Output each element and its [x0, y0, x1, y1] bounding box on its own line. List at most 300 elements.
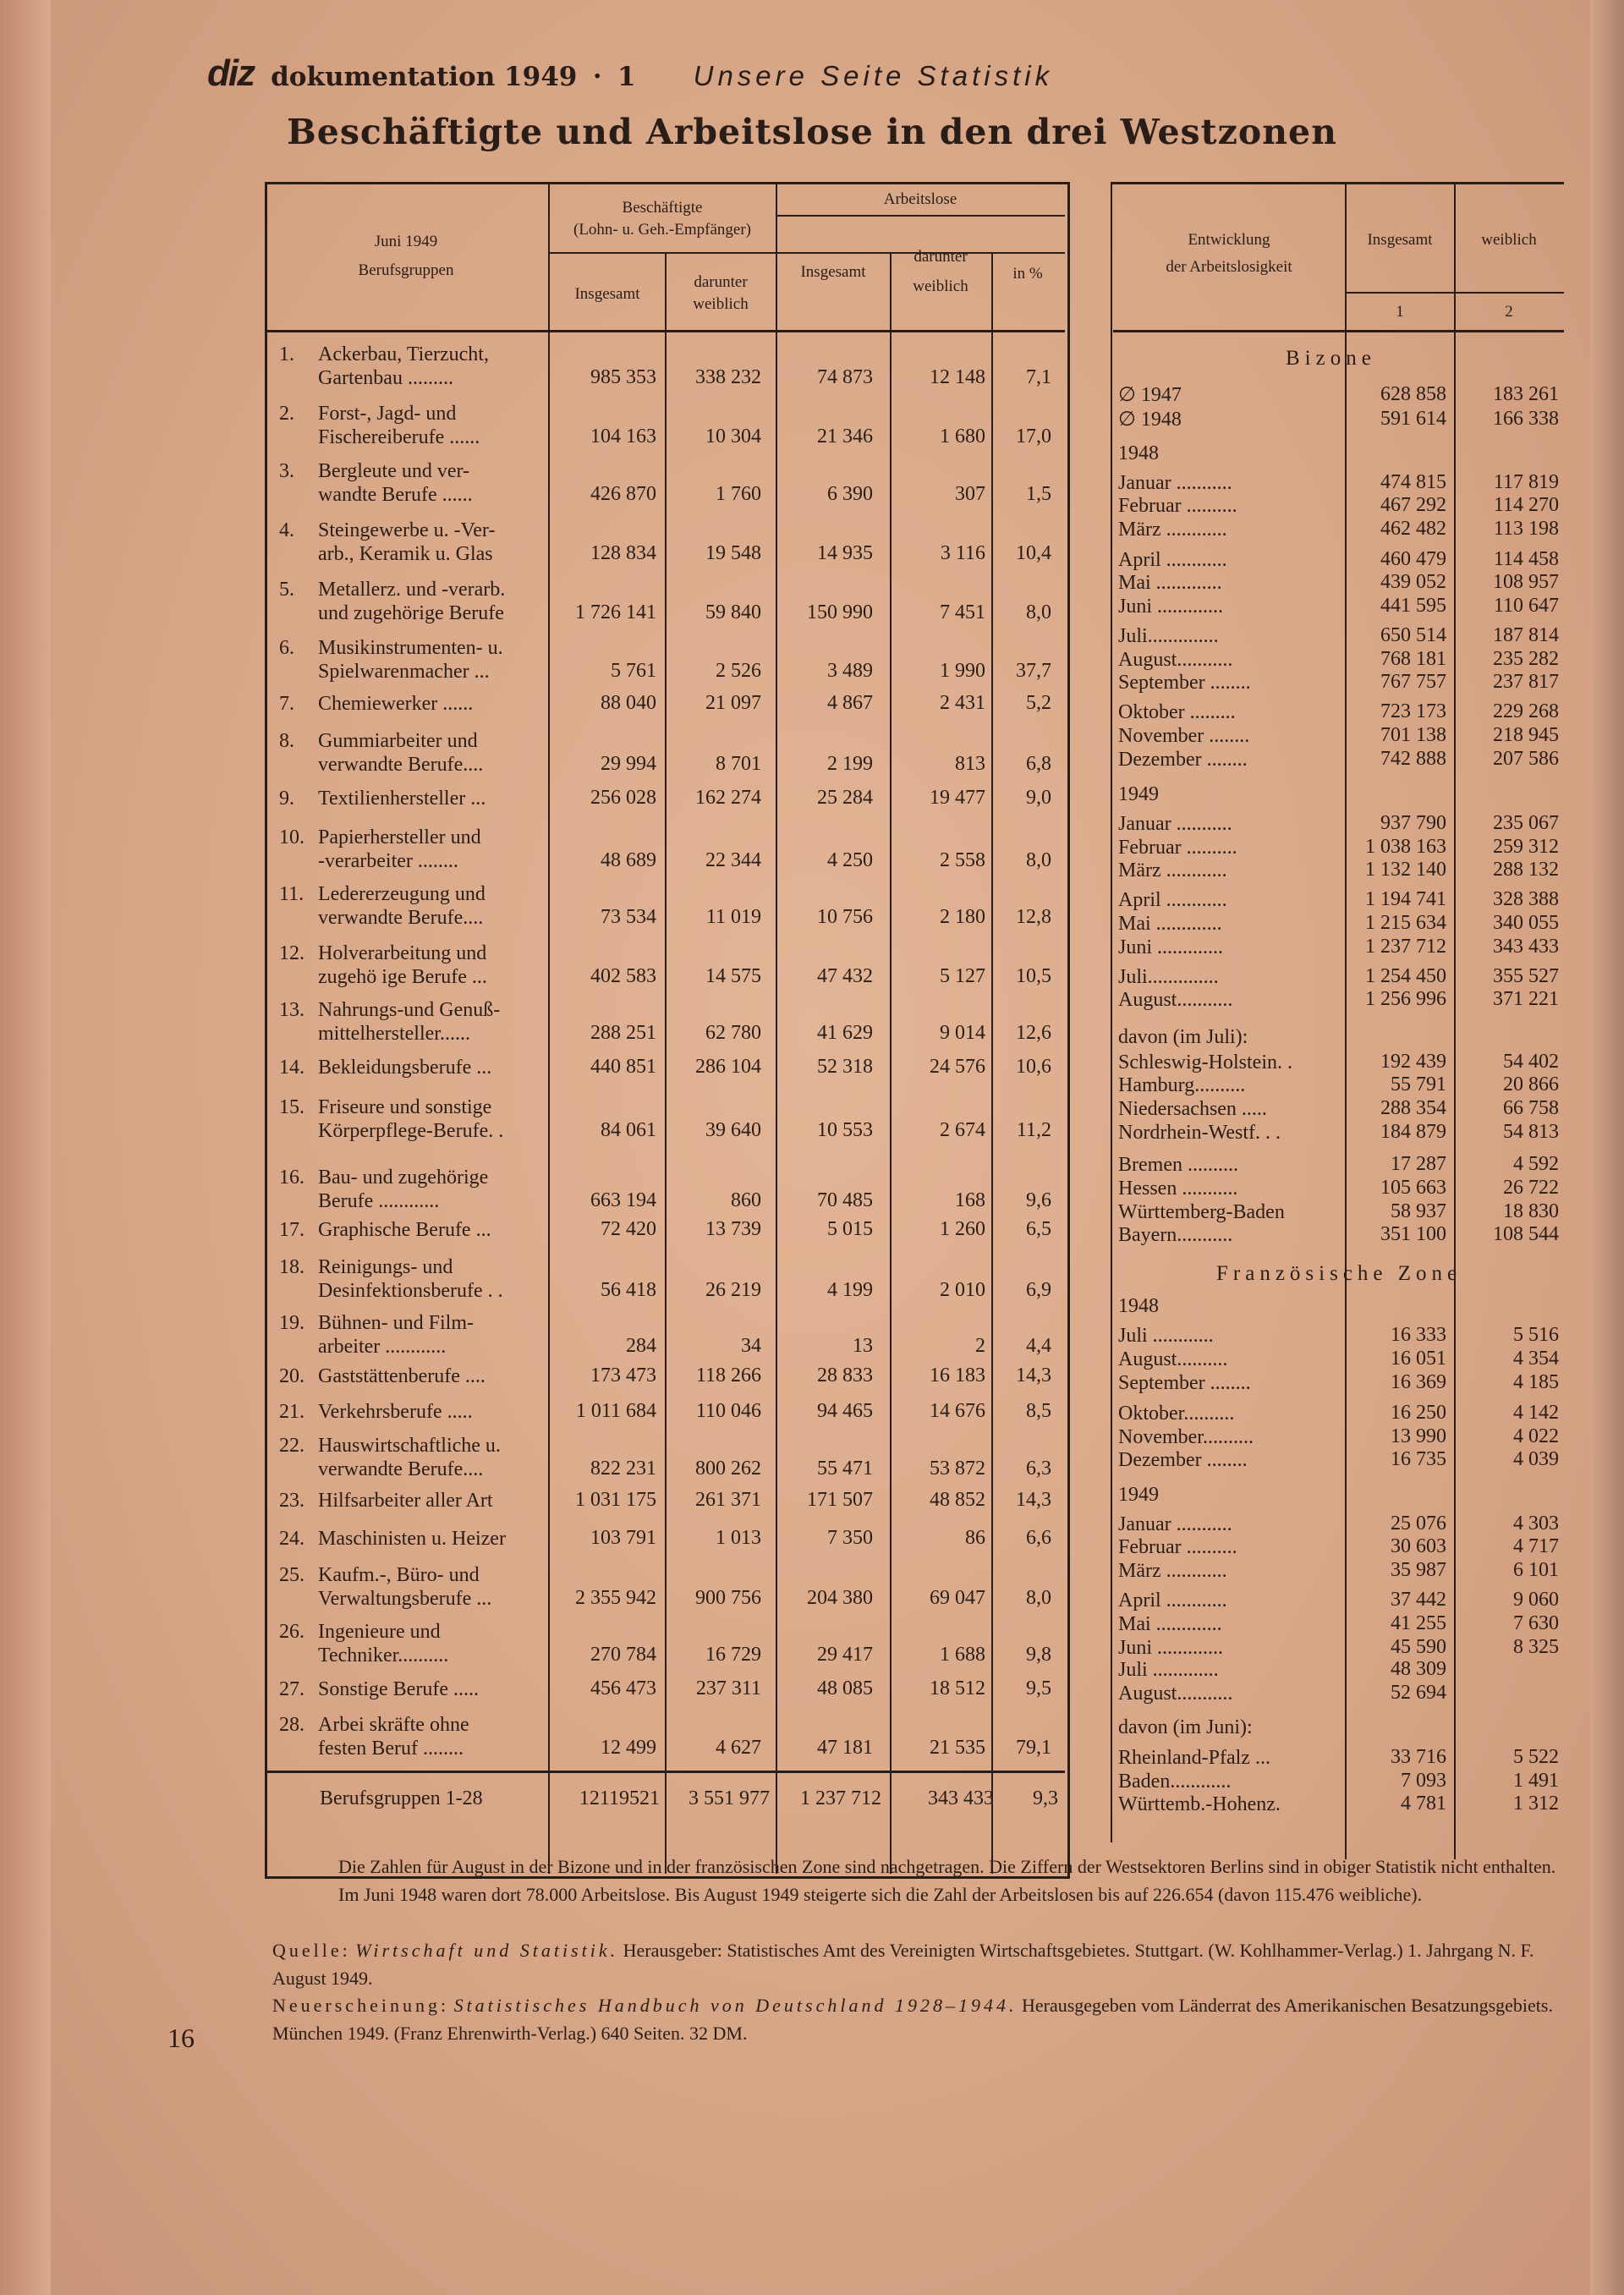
unemployed-female: 20 866 [1503, 1073, 1559, 1095]
period-label: Januar ........... [1118, 472, 1232, 494]
unemployed-female: 2 010 [940, 1279, 985, 1301]
right-head-1: Entwicklung [1188, 231, 1270, 249]
unemployed-female: 1 491 [1513, 1770, 1559, 1792]
unemployed-female: 288 132 [1493, 859, 1559, 881]
unemployed-female: 5 522 [1513, 1746, 1559, 1768]
row-number: 3. [279, 460, 294, 482]
unemployed-female: 166 338 [1493, 408, 1559, 430]
unemployed-female: 235 067 [1493, 812, 1559, 834]
unemployed-total: 937 790 [1380, 812, 1446, 834]
occupation-label: Gummiarbeiter und [318, 730, 478, 752]
footnote-paragraph: Die Zahlen für August in der Bizone und in der französischen Zone sind nachgetragen. Die Ziffern der Westsektoren Berlins sind in obiger Statistik nicht enthalten. Im Juni 1948 waren dort 78.000 Arbeitslose. Bis August 1949 steigerte sich die Zahl der Arbeitslosen bis auf 226.654 (davon 115.476 weibliche). [338, 1856, 1556, 1905]
employed-female: 59 840 [705, 601, 761, 623]
period-label: August........... [1118, 989, 1233, 1011]
total-percent: 9,3 [1033, 1787, 1058, 1809]
col-employed-total: Insgesamt [574, 285, 640, 303]
unemployed-total: 6 390 [827, 483, 873, 505]
employed-female: 62 780 [705, 1022, 761, 1044]
employed-total: 284 [626, 1335, 656, 1357]
period-heading: 1948 [1118, 442, 1159, 464]
unemployed-total: 41 255 [1391, 1612, 1446, 1634]
unemployed-female: 53 872 [930, 1458, 985, 1480]
period-label: Juli.............. [1118, 625, 1219, 647]
col-head-month: Juni 1949 [374, 233, 438, 250]
period-label: Juni ............. [1118, 596, 1224, 618]
unemployed-total: 33 716 [1391, 1746, 1446, 1768]
page-number: 16 [167, 2023, 195, 2053]
unemployed-percent: 9,6 [1026, 1189, 1051, 1211]
unemployed-female: 4 592 [1513, 1153, 1559, 1175]
unemployed-female: 5 127 [940, 965, 985, 987]
unemployed-percent: 6,3 [1026, 1458, 1051, 1480]
unemployed-total: 7 350 [827, 1527, 873, 1549]
unemployed-percent: 8,0 [1026, 849, 1051, 871]
employed-female: 26 219 [705, 1279, 761, 1301]
employed-female: 162 274 [695, 787, 761, 809]
employed-female: 16 729 [705, 1644, 761, 1666]
employed-total: 402 583 [590, 965, 656, 987]
unemployed-female: 108 957 [1493, 571, 1559, 593]
occupation-label: Musikinstrumenten- u. [318, 637, 503, 659]
col-employed-female: darunter [694, 273, 748, 291]
employed-female: 13 739 [705, 1218, 761, 1240]
unemployed-total: 467 292 [1380, 494, 1446, 516]
unemployed-female: 18 512 [930, 1677, 985, 1699]
unemployed-female: 235 282 [1493, 648, 1559, 670]
unemployed-female: 4 039 [1513, 1448, 1559, 1470]
employed-total: 5 761 [611, 660, 656, 682]
occupation-label-2: Spielwarenmacher ... [318, 661, 490, 683]
unemployed-total: 1 132 140 [1365, 859, 1446, 881]
period-label: Februar .......... [1118, 495, 1237, 517]
occupation-label: Forst-, Jagd- und [318, 403, 457, 425]
period-label: Niedersachsen ..... [1118, 1098, 1267, 1120]
unemployed-female: 355 527 [1493, 965, 1559, 987]
row-number: 20. [279, 1365, 304, 1387]
unemployed-female: 12 148 [930, 366, 985, 388]
employed-total: 29 994 [601, 753, 656, 775]
unemployed-total: 35 987 [1391, 1559, 1446, 1581]
employed-total: 48 689 [601, 849, 656, 871]
right-col-total: Insgesamt [1367, 231, 1433, 249]
occupation-label: Arbei skräfte ohne [318, 1714, 469, 1736]
unemployed-female: 3 116 [940, 542, 985, 564]
row-number: 24. [279, 1528, 304, 1550]
occupation-label: Sonstige Berufe ..... [318, 1678, 479, 1700]
total-unemployed-female: 343 433 [928, 1787, 994, 1809]
unemployed-total: 41 629 [817, 1022, 873, 1044]
period-label: Juli.............. [1118, 966, 1219, 988]
occupation-label: Kaufm.-, Büro- und [318, 1564, 480, 1586]
employed-female: 39 640 [705, 1119, 761, 1141]
col-unemployed-female-2: weiblich [913, 277, 968, 295]
period-label: Hessen ........... [1118, 1178, 1238, 1200]
source-title: Wirtschaft und Statistik. [355, 1940, 619, 1961]
source-note [272, 1936, 1566, 1992]
unemployed-total: 13 990 [1391, 1425, 1446, 1447]
unemployed-percent: 79,1 [1016, 1737, 1051, 1759]
unemployed-female: 9 014 [940, 1022, 985, 1044]
unemployed-total: 591 614 [1380, 408, 1446, 430]
employed-female: 21 097 [705, 692, 761, 714]
new-publication-note [272, 1991, 1566, 2047]
employed-total: 103 791 [590, 1527, 656, 1549]
unemployed-female: 4 022 [1513, 1425, 1559, 1447]
row-number: 8. [279, 730, 294, 752]
employed-total: 985 353 [590, 366, 656, 388]
paper-edge [1590, 0, 1624, 2295]
unemployed-female: 7 630 [1513, 1612, 1559, 1634]
row-number: 17. [279, 1219, 304, 1241]
unemployed-total: 21 346 [817, 426, 873, 447]
row-number: 7. [279, 693, 294, 715]
unemployed-percent: 8,0 [1026, 601, 1051, 623]
unemployed-total: 742 888 [1380, 748, 1446, 770]
unemployed-female: 114 458 [1493, 548, 1559, 570]
occupation-label-2: Desinfektionsberufe . . [318, 1280, 503, 1302]
unemployed-percent: 1,5 [1026, 483, 1051, 505]
employed-female: 800 262 [695, 1458, 761, 1480]
unemployed-total: 184 879 [1380, 1121, 1446, 1143]
row-number: 26. [279, 1621, 304, 1643]
employed-female: 118 266 [695, 1364, 761, 1386]
unemployed-female: 259 312 [1493, 836, 1559, 858]
employed-total: 456 473 [590, 1677, 656, 1699]
period-label: März ............ [1118, 519, 1227, 541]
employed-female: 19 548 [705, 542, 761, 564]
unemployed-total: 7 093 [1401, 1770, 1446, 1792]
unemployed-total: 192 439 [1380, 1051, 1446, 1073]
unemployed-female: 1 680 [940, 426, 985, 447]
total-employed: 12119521 [579, 1787, 660, 1809]
unemployed-female: 237 817 [1493, 671, 1559, 693]
unemployed-total: 30 603 [1391, 1535, 1446, 1557]
employed-female: 10 304 [705, 426, 761, 447]
row-number: 22. [279, 1435, 304, 1457]
occupation-label-2: arb., Keramik u. Glas [318, 543, 493, 565]
period-label: Mai ............. [1118, 572, 1222, 594]
period-label: Juni ............. [1118, 936, 1224, 958]
doc-label: dokumentation 1949 [271, 62, 578, 92]
row-number: 9. [279, 788, 294, 810]
occupation-label: Nahrungs-und Genuß- [318, 999, 501, 1021]
employed-total: 288 251 [590, 1022, 656, 1044]
employed-female: 34 [741, 1335, 761, 1357]
employed-female: 11 019 [705, 906, 761, 928]
occupation-label: Graphische Berufe ... [318, 1219, 491, 1241]
unemployed-female: 5 516 [1513, 1324, 1559, 1346]
employed-total: 104 163 [590, 426, 656, 447]
unemployed-female: 328 388 [1493, 888, 1559, 910]
employed-female: 1 760 [716, 483, 761, 505]
occupation-label: Maschinisten u. Heizer [318, 1528, 506, 1550]
divider [1113, 330, 1564, 332]
period-label: Januar ........... [1118, 1513, 1232, 1535]
period-label: April ............ [1118, 549, 1227, 571]
employed-total: 426 870 [590, 483, 656, 505]
employed-total: 84 061 [601, 1119, 656, 1141]
occupation-label: Bekleidungsberufe ... [318, 1057, 492, 1079]
unemployed-total: 204 380 [807, 1587, 873, 1609]
unemployed-total: 5 015 [827, 1218, 873, 1240]
period-label: Oktober.......... [1118, 1403, 1235, 1425]
unemployed-total: 25 284 [817, 787, 873, 809]
unemployed-total: 48 309 [1391, 1658, 1446, 1680]
period-label: August.......... [1118, 1348, 1228, 1370]
occupation-label: Papierhersteller und [318, 826, 481, 848]
unemployed-female: 21 535 [930, 1737, 985, 1759]
occupation-label-2: Verwaltungsberufe ... [318, 1588, 492, 1610]
employed-total: 1 011 684 [575, 1400, 656, 1422]
period-label: November ........ [1118, 725, 1250, 747]
period-label: Februar .......... [1118, 1536, 1237, 1558]
unemployed-total: 460 479 [1380, 548, 1446, 570]
unemployed-percent: 6,6 [1026, 1527, 1051, 1549]
row-number: 21. [279, 1401, 304, 1423]
row-number: 15. [279, 1096, 304, 1118]
unemployed-total: 47 432 [817, 965, 873, 987]
occupation-label: Reinigungs- und [318, 1256, 453, 1278]
unemployed-percent: 37,7 [1016, 660, 1051, 682]
period-label: Dezember ........ [1118, 1449, 1248, 1471]
employed-total: 270 784 [590, 1644, 656, 1666]
unemployed-total: 17 287 [1391, 1153, 1446, 1175]
unemployed-female: 4 142 [1513, 1402, 1559, 1424]
row-number: 13. [279, 999, 304, 1021]
employed-female: 1 013 [716, 1527, 761, 1549]
unemployed-percent: 14,3 [1016, 1364, 1051, 1386]
employed-total: 256 028 [590, 787, 656, 809]
french-zone-heading: Französische Zone [1216, 1262, 1462, 1285]
row-number: 18. [279, 1256, 304, 1278]
period-label: Rheinland-Pfalz ... [1118, 1747, 1270, 1769]
period-heading: davon (im Juni): [1118, 1716, 1253, 1738]
occupation-label: Gaststättenberufe .... [318, 1365, 486, 1387]
occupation-label: Textilienhersteller ... [318, 788, 486, 810]
employed-total: 440 851 [590, 1056, 656, 1078]
unemployed-total: 3 489 [827, 660, 873, 682]
employed-total: 822 231 [590, 1458, 656, 1480]
unemployed-percent: 12,6 [1016, 1022, 1051, 1044]
unemployed-female: 218 945 [1493, 724, 1559, 746]
unemployed-total: 1 215 634 [1365, 912, 1446, 934]
unemployed-total: 10 756 [817, 906, 873, 928]
unemployed-total: 439 052 [1380, 571, 1446, 593]
col-employed-female-2: weiblich [693, 295, 749, 313]
unemployed-total: 52 694 [1391, 1682, 1446, 1704]
unemployed-percent: 4,4 [1026, 1335, 1051, 1357]
col-percent: in % [1012, 265, 1043, 283]
unemployed-female: 26 722 [1503, 1177, 1559, 1199]
row-number: 4. [279, 519, 294, 541]
employed-female: 4 627 [716, 1737, 761, 1759]
row-number: 19. [279, 1312, 304, 1334]
employed-total: 2 355 942 [575, 1587, 656, 1609]
unemployed-percent: 8,5 [1026, 1400, 1051, 1422]
unemployed-female: 54 813 [1503, 1121, 1559, 1143]
right-head-2: der Arbeitslosigkeit [1166, 258, 1292, 276]
row-number: 11. [279, 883, 304, 905]
unemployed-total: 2 199 [827, 753, 873, 775]
unemployed-percent: 12,8 [1016, 906, 1051, 928]
unemployed-female: 48 852 [930, 1489, 985, 1511]
occupation-label-2: und zugehörige Berufe [318, 602, 504, 624]
divider [776, 215, 1065, 217]
occupation-label: Bau- und zugehörige [318, 1167, 489, 1189]
row-number: 16. [279, 1167, 304, 1189]
row-number: 12. [279, 942, 304, 964]
occupation-label: Metallerz. und -verarb. [318, 579, 506, 601]
period-label: Oktober ......... [1118, 701, 1236, 723]
period-label: Februar .......... [1118, 837, 1237, 859]
unemployed-female: 813 [955, 753, 985, 775]
period-heading: 1948 [1118, 1295, 1159, 1317]
period-label: April ............ [1118, 1589, 1227, 1611]
col-head-employed-sub: (Lohn- u. Geh.-Empfänger) [573, 221, 751, 239]
unemployed-total: 4 781 [1401, 1793, 1446, 1815]
unemployed-female: 4 185 [1513, 1371, 1559, 1393]
row-number: 2. [279, 403, 294, 425]
unemployed-total: 29 417 [817, 1644, 873, 1666]
unemployed-female: 6 101 [1513, 1559, 1559, 1581]
occupation-label: Ackerbau, Tierzucht, [318, 343, 489, 365]
unemployed-female: 2 431 [940, 692, 985, 714]
row-number: 6. [279, 637, 294, 659]
occupation-label: Holverarbeitung und [318, 942, 487, 964]
occupation-label-2: -verarbeiter ........ [318, 850, 458, 872]
period-label: Hamburg.......... [1118, 1074, 1246, 1096]
occupation-label: Steingewerbe u. -Ver- [318, 519, 496, 541]
unemployed-total: 288 354 [1380, 1097, 1446, 1119]
unemployed-female: 4 717 [1513, 1535, 1559, 1557]
unemployed-total: 150 990 [807, 601, 873, 623]
unemployed-female: 229 268 [1493, 700, 1559, 722]
occupation-label: Verkehrsberufe ..... [318, 1401, 473, 1423]
period-label: März ............ [1118, 1560, 1227, 1582]
unemployed-percent: 11,2 [1016, 1119, 1051, 1141]
unemployed-total: 1 038 163 [1365, 836, 1446, 858]
bizone-heading: Bizone [1286, 347, 1376, 370]
employed-total: 56 418 [601, 1279, 656, 1301]
right-col-no1: 1 [1396, 303, 1404, 321]
unemployed-total: 94 465 [817, 1400, 873, 1422]
unemployed-female: 1 688 [940, 1644, 985, 1666]
unemployed-female: 9 060 [1513, 1589, 1559, 1611]
unemployed-total: 650 514 [1380, 624, 1446, 646]
period-label: Württemberg-Baden [1118, 1201, 1285, 1223]
unemployed-female: 19 477 [930, 787, 985, 809]
employed-total: 1 031 175 [575, 1489, 656, 1511]
period-label: Juli ............. [1118, 1659, 1219, 1681]
occupation-label: Chemiewerker ...... [318, 693, 474, 715]
unemployed-total: 13 [853, 1335, 873, 1357]
unemployed-female: 183 261 [1493, 383, 1559, 405]
unemployed-female: 187 814 [1493, 624, 1559, 646]
occupation-label: Hauswirtschaftliche u. [318, 1435, 501, 1457]
period-label: Bayern........... [1118, 1224, 1233, 1246]
right-col-no2: 2 [1505, 303, 1513, 321]
doc-number: 1 [617, 62, 636, 92]
period-label: September ........ [1118, 1372, 1251, 1394]
period-label: Schleswig-Holstein. . [1118, 1051, 1292, 1073]
period-label: Nordrhein-Westf. . . [1118, 1122, 1281, 1144]
unemployed-female: 7 451 [940, 601, 985, 623]
unemployed-total: 1 237 712 [1365, 936, 1446, 958]
unemployed-total: 14 935 [817, 542, 873, 564]
bullet-separator: · [592, 59, 603, 92]
occupation-label: Bergleute und ver- [318, 460, 470, 482]
unemployed-percent: 10,4 [1016, 542, 1051, 564]
occupation-label-2: verwandte Berufe.... [318, 1458, 484, 1480]
divider [1346, 292, 1564, 294]
unemployed-female: 340 055 [1493, 912, 1559, 934]
unemployed-female: 66 758 [1503, 1097, 1559, 1119]
period-label: ∅ 1947 [1118, 384, 1182, 406]
unemployed-female: 371 221 [1493, 988, 1559, 1010]
unemployed-total: 474 815 [1380, 471, 1446, 493]
col-unemployed-female: darunter [914, 248, 968, 266]
unemployed-total: 4 250 [827, 849, 873, 871]
unemployed-percent: 6,5 [1026, 1218, 1051, 1240]
unemployed-female: 2 [975, 1335, 985, 1357]
section-label: Unsere Seite Statistik [693, 60, 1054, 91]
occupation-label-2: verwandte Berufe.... [318, 754, 484, 776]
row-number: 27. [279, 1678, 304, 1700]
period-label: Mai ............. [1118, 1613, 1222, 1635]
total-employed-female: 3 551 977 [689, 1787, 770, 1809]
employed-female: 286 104 [695, 1056, 761, 1078]
unemployed-total: 4 867 [827, 692, 873, 714]
occupation-label-2: festen Beruf ........ [318, 1738, 464, 1760]
row-number: 14. [279, 1057, 304, 1079]
running-header [207, 52, 1053, 95]
occupation-label-2: Techniker.......... [318, 1644, 449, 1666]
employed-female: 338 232 [695, 366, 761, 388]
unemployed-female: 8 325 [1513, 1636, 1559, 1658]
occupation-label-2: verwandte Berufe.... [318, 907, 484, 929]
new-details: Herausgegeben vom Länderrat des Amerikanischen Besatzungsgebiets. München 1949. (Franz Ehrenwirth-Verlag.) 640 Seiten. 32 DM. [272, 1995, 1553, 2044]
unemployed-percent: 10,5 [1016, 965, 1051, 987]
unemployed-female: 207 586 [1493, 748, 1559, 770]
employed-total: 173 473 [590, 1364, 656, 1386]
employed-female: 110 046 [695, 1400, 761, 1422]
unemployed-female: 4 354 [1513, 1348, 1559, 1370]
occupation-label: Bühnen- und Film- [318, 1312, 474, 1334]
new-label: Neuerscheinung: [272, 1995, 450, 2016]
unemployed-total: 28 833 [817, 1364, 873, 1386]
unemployed-percent: 9,5 [1026, 1677, 1051, 1699]
unemployed-total: 52 318 [817, 1056, 873, 1078]
unemployed-total: 1 256 996 [1365, 988, 1446, 1010]
occupation-label-2: mittelhersteller...... [318, 1023, 470, 1045]
unemployed-female: 1 260 [940, 1218, 985, 1240]
employed-total: 72 420 [601, 1218, 656, 1240]
period-label: Januar ........... [1118, 813, 1232, 835]
unemployed-total: 74 873 [817, 366, 873, 388]
row-number: 5. [279, 579, 294, 601]
unemployed-female: 16 183 [930, 1364, 985, 1386]
unemployed-total: 55 471 [817, 1458, 873, 1480]
unemployed-total: 1 194 741 [1365, 888, 1446, 910]
occupation-label: Ledererzeugung und [318, 883, 486, 905]
period-label: Mai ............. [1118, 913, 1222, 935]
period-label: Württemb.-Hohenz. [1118, 1793, 1281, 1815]
period-label: September ........ [1118, 672, 1251, 694]
employed-female: 8 701 [716, 753, 761, 775]
unemployed-percent: 17,0 [1016, 426, 1051, 447]
unemployed-total: 723 173 [1380, 700, 1446, 722]
employed-female: 261 371 [695, 1489, 761, 1511]
